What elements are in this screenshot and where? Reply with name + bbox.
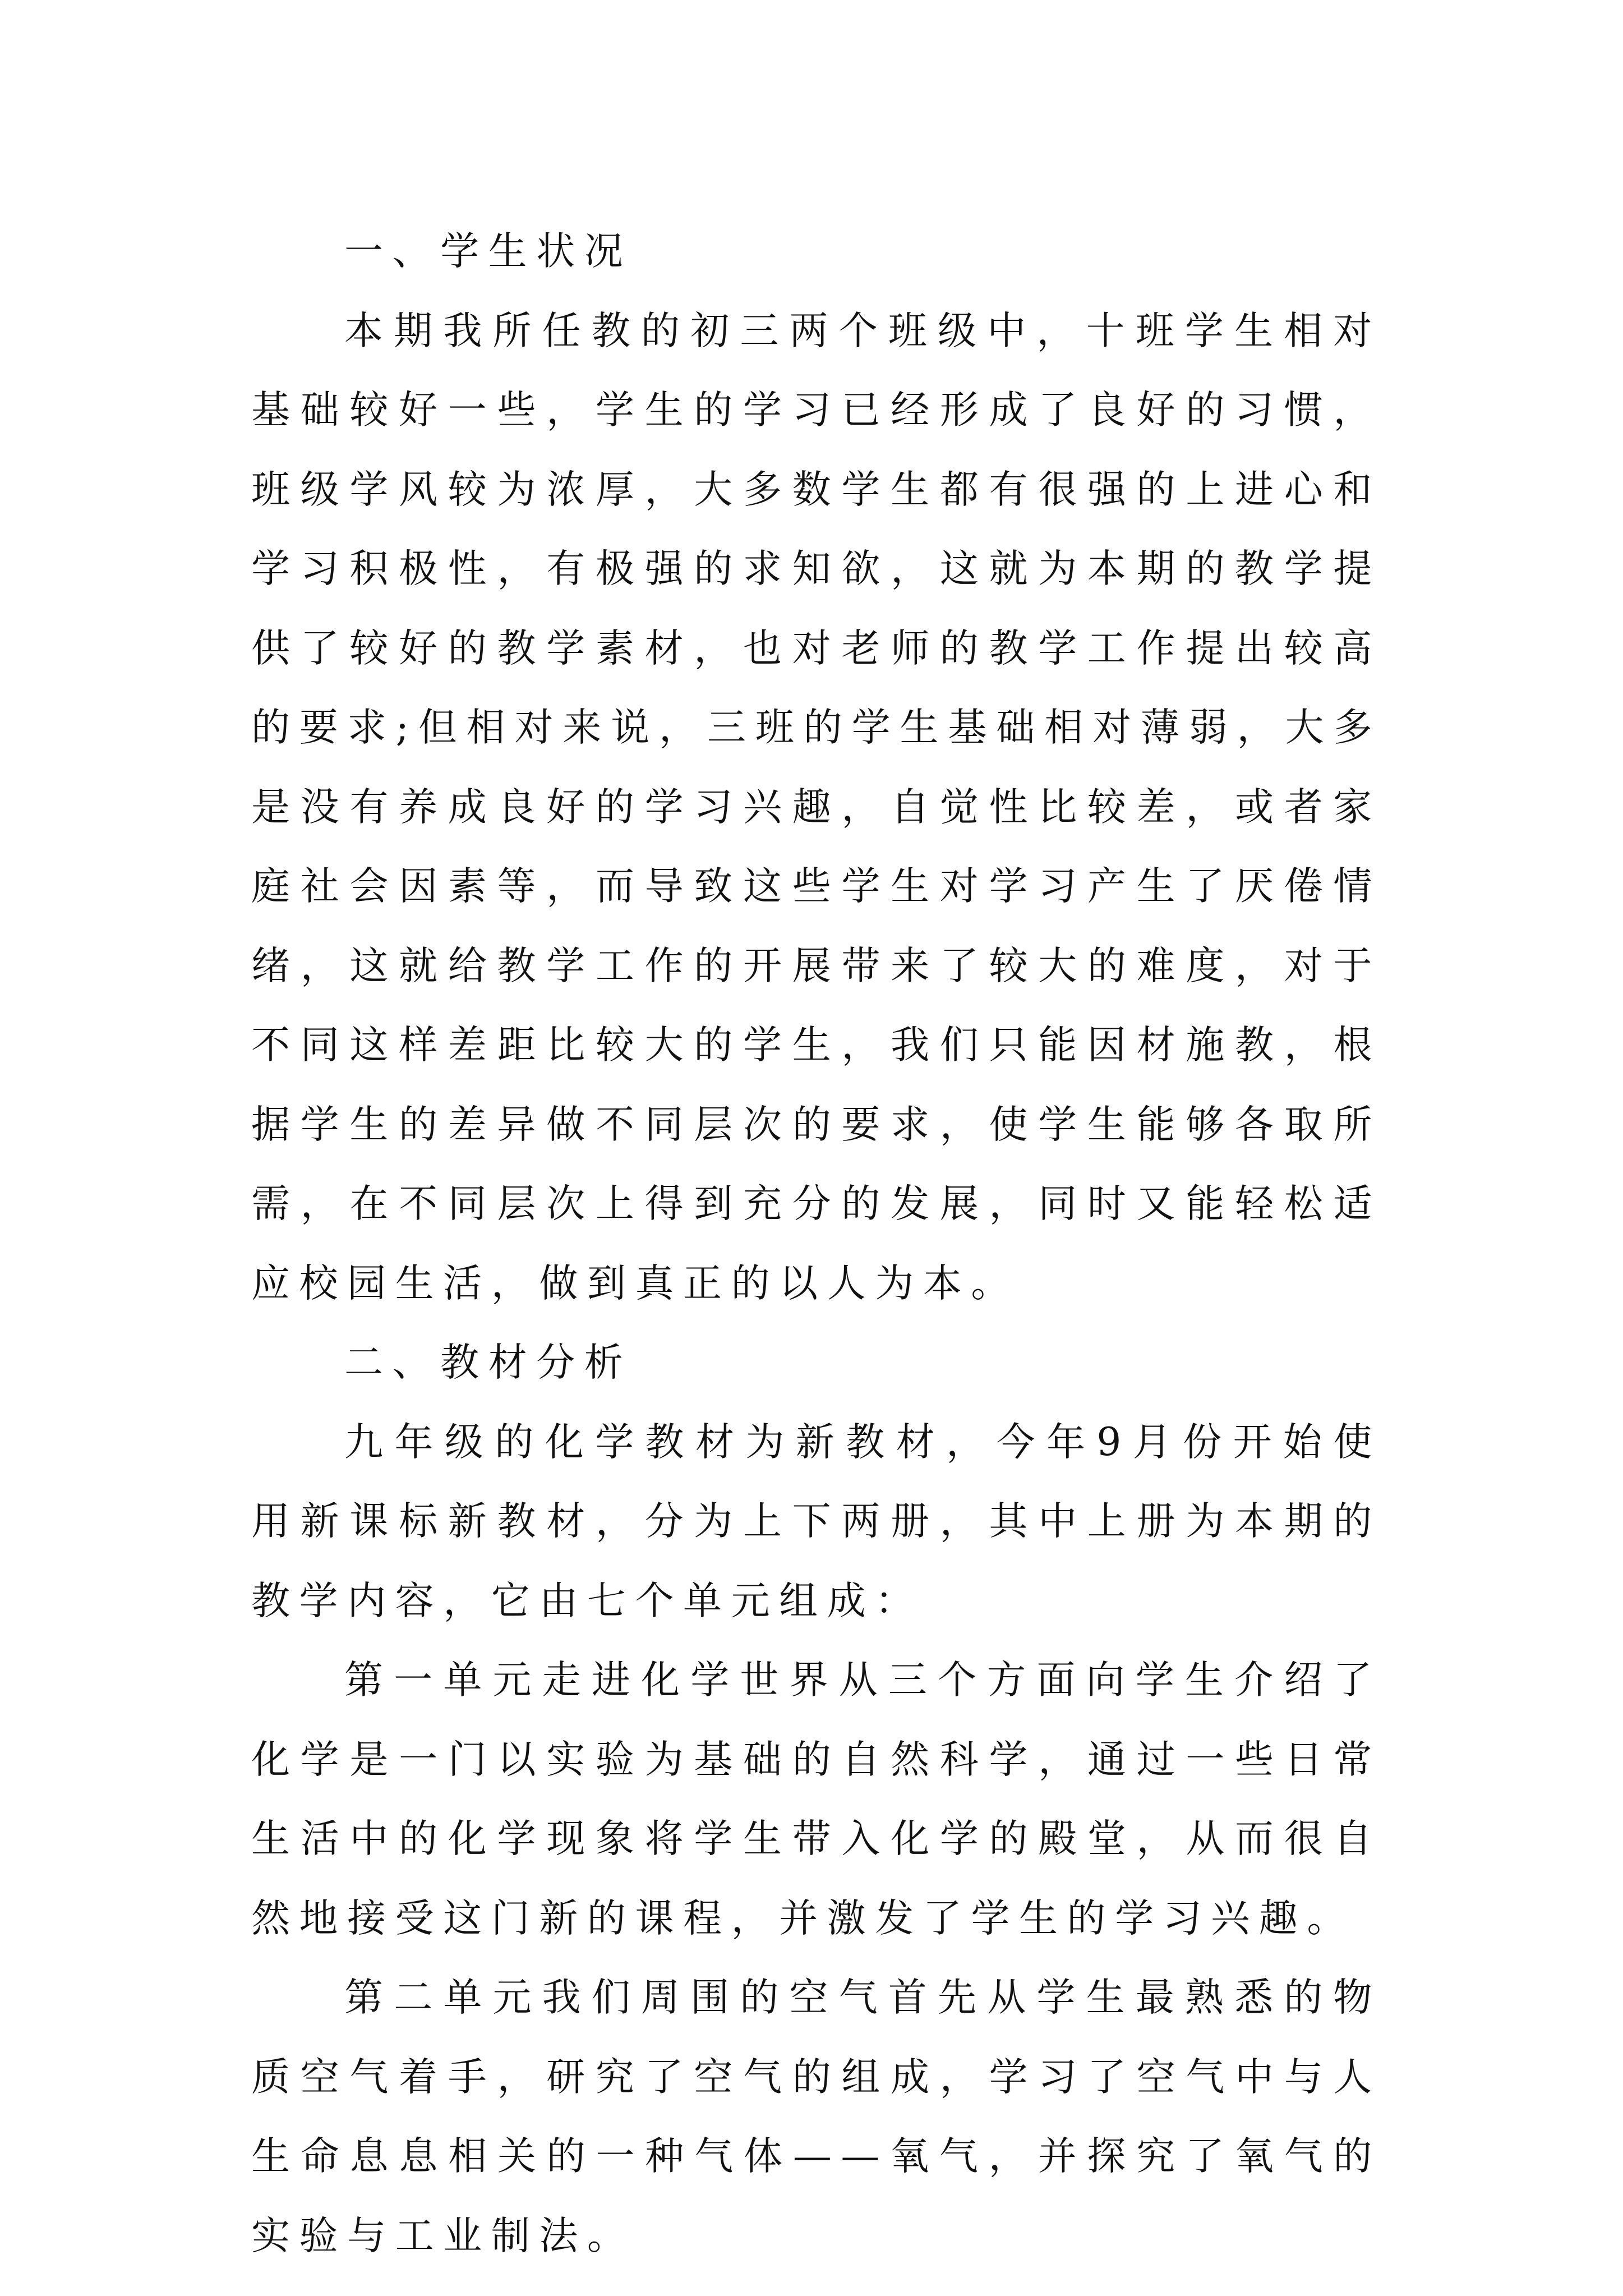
section-heading-student-status: 一、学生状况 [344, 229, 633, 274]
paragraph-unit-two: 第二单元我们周围的空气首先从学生最熟悉的物质空气着手，研究了空气的组成，学习了空气中与人生命息息相关的一种气体——氧气，并探究了氧气的实验与工业制法。 [251, 1975, 1381, 2258]
paragraph-textbook-intro: 九年级的化学教材为新教材，今年9月份开始使用新课标新教材，分为上下两册，其中上册为本期的教学内容，它由七个单元组成： [251, 1419, 1381, 1623]
document-body [251, 212, 1381, 2276]
paragraph-student-status: 本期我所任教的初三两个班级中，十班学生相对基础较好一些，学生的学习已经形成了良好的习惯，班级学风较为浓厚，大多数学生都有很强的上进心和学习积极性，有极强的求知欲，这就为本期的教学提供了较好的教学素材，也对老师的教学工作提出较高的要求;但相对来说，三班的学生基础相对薄弱，大多是没有养成良好的学习兴趣，自觉性比较差，或者家庭社会因素等，而导致这些学生对学习产生了厌倦情绪，这就给教学工作的开展带来了较大的难度，对于不同这样差距比较大的学生，我们只能因材施教，根据学生的差异做不同层次的要求，使学生能够各取所需，在不同层次上得到充分的发展，同时又能轻松适应校园生活，做到真正的以人为本。 [251, 308, 1381, 1306]
section-heading-textbook-analysis: 二、教材分析 [344, 1340, 633, 1385]
paragraph-unit-one: 第一单元走进化学世界从三个方面向学生介绍了化学是一门以实验为基础的自然科学，通过一些日常生活中的化学现象将学生带入化学的殿堂，从而很自然地接受这门新的课程，并激发了学生的学习兴趣。 [251, 1658, 1381, 1941]
